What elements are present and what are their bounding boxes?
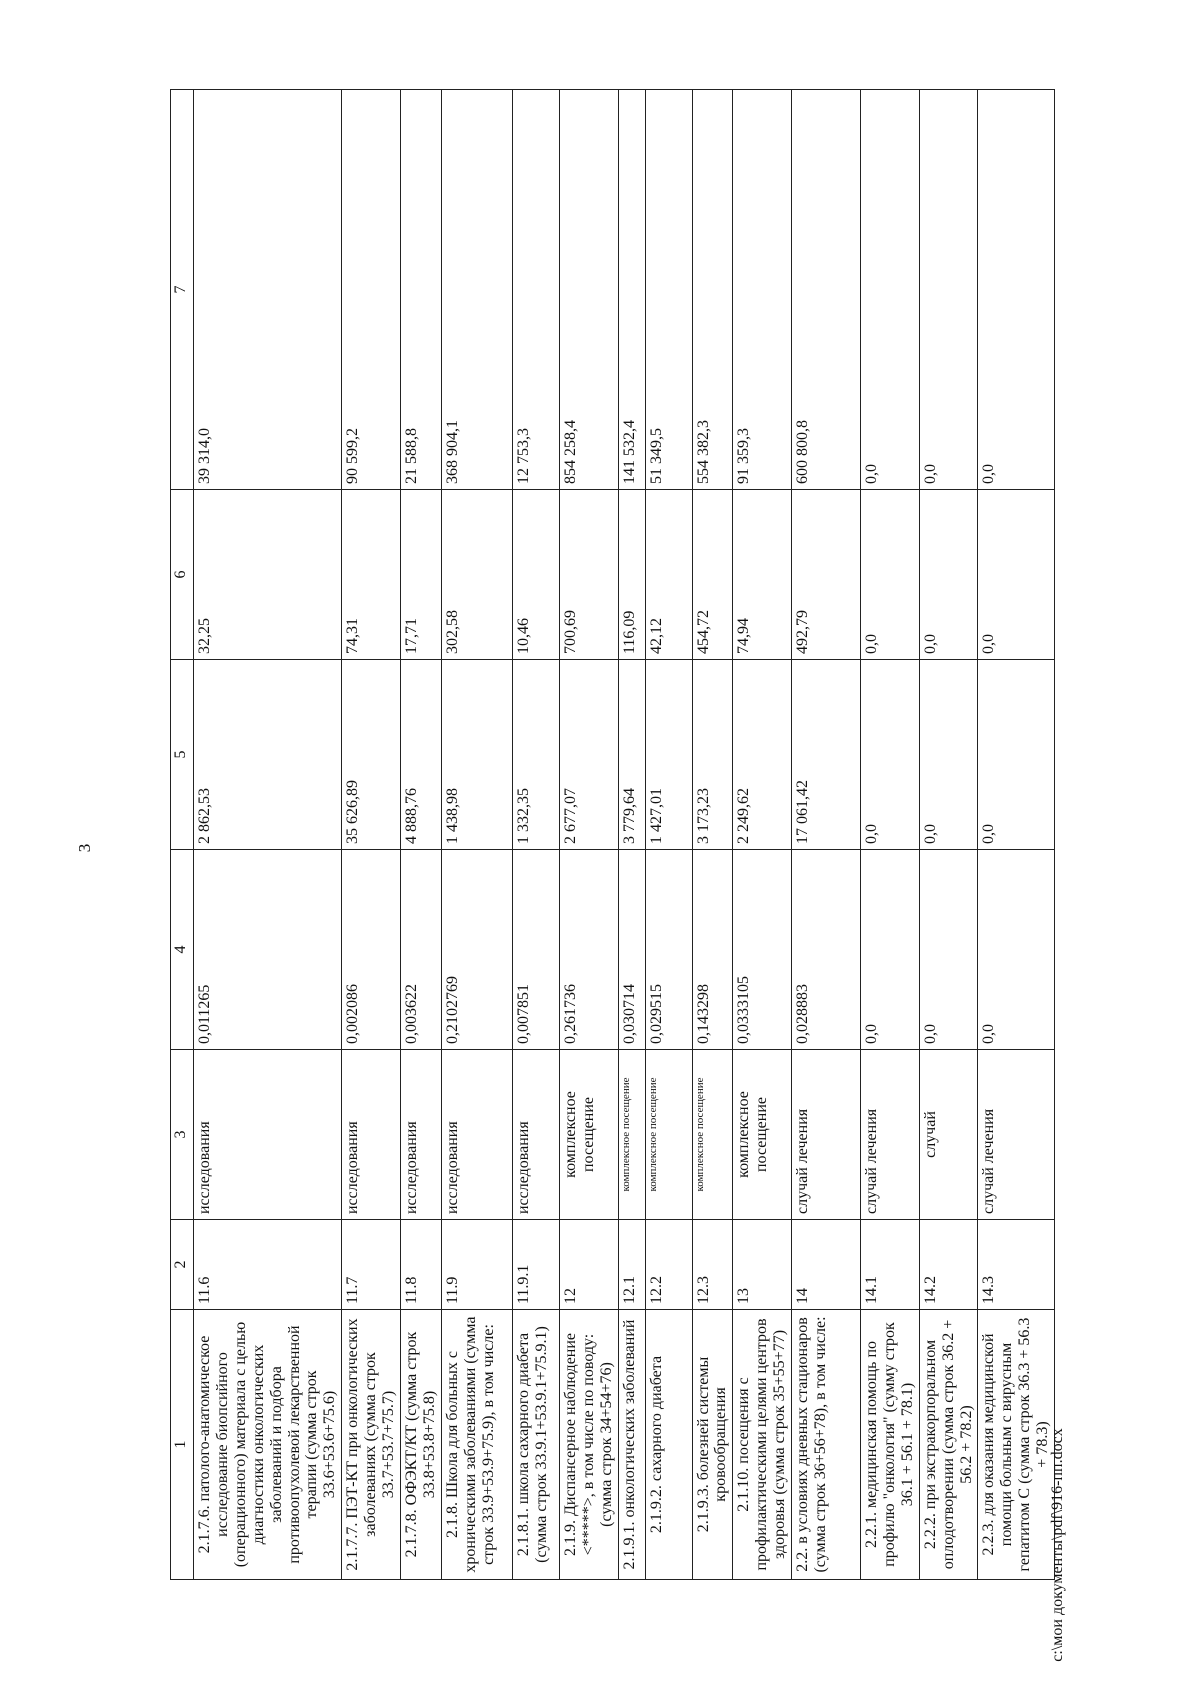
row-value-4: 0,003622 [400, 850, 441, 1050]
row-value-6: 302,58 [441, 490, 512, 660]
col-header-4: 4 [171, 850, 194, 1050]
row-value-4: 0,0 [919, 850, 978, 1050]
row-code: 11.8 [400, 1220, 441, 1310]
col-header-1: 1 [171, 1310, 194, 1580]
table-row [733, 90, 792, 1580]
row-value-5: 0,0 [978, 660, 1055, 850]
table-row [861, 90, 920, 1580]
row-value-7: 51 349,5 [645, 90, 692, 490]
row-value-6: 116,09 [618, 490, 645, 660]
row-unit: исследования [342, 1050, 401, 1220]
row-value-6: 10,46 [512, 490, 559, 660]
row-name: 2.1.9.2. сахарного диабета [645, 1310, 692, 1580]
row-value-6: 74,94 [733, 490, 792, 660]
table-row [792, 90, 861, 1580]
table-row [645, 90, 692, 1580]
row-unit: исследования [400, 1050, 441, 1220]
row-value-5: 2 677,07 [559, 660, 618, 850]
row-code: 12.1 [618, 1220, 645, 1310]
row-value-6: 492,79 [792, 490, 861, 660]
row-value-5: 2 862,53 [194, 660, 342, 850]
row-code: 12.2 [645, 1220, 692, 1310]
row-unit: исследования [512, 1050, 559, 1220]
row-unit: комплексное посещение [645, 1050, 692, 1220]
header-row [171, 90, 194, 1580]
row-code: 11.9 [441, 1220, 512, 1310]
col-header-7: 7 [171, 90, 194, 490]
table-row [441, 90, 512, 1580]
row-name: 2.1.9. Диспансерное наблюдение <*****>, в том числе по поводу: (сумма строк 34+54+76) [559, 1310, 618, 1580]
row-unit: комплексное посещение [618, 1050, 645, 1220]
row-code: 14 [792, 1220, 861, 1310]
row-value-5: 3 779,64 [618, 660, 645, 850]
table-row [559, 90, 618, 1580]
row-value-7: 91 359,3 [733, 90, 792, 490]
row-value-7: 90 599,2 [342, 90, 401, 490]
col-header-2: 2 [171, 1220, 194, 1310]
row-value-6: 32,25 [194, 490, 342, 660]
row-code: 14.3 [978, 1220, 1055, 1310]
row-value-6: 42,12 [645, 490, 692, 660]
row-unit: исследования [194, 1050, 342, 1220]
row-value-4: 0,0 [861, 850, 920, 1050]
row-unit: случай лечения [861, 1050, 920, 1220]
row-value-5: 0,0 [861, 660, 920, 850]
row-value-7: 600 800,8 [792, 90, 861, 490]
row-value-7: 0,0 [978, 90, 1055, 490]
row-name: 2.1.9.3. болезней системы кровообращения [692, 1310, 733, 1580]
row-code: 11.7 [342, 1220, 401, 1310]
table-row [978, 90, 1055, 1580]
row-code: 14.1 [861, 1220, 920, 1310]
row-value-7: 39 314,0 [194, 90, 342, 490]
row-unit: комплексное посещение [559, 1050, 618, 1220]
row-code: 14.2 [919, 1220, 978, 1310]
row-value-6: 0,0 [919, 490, 978, 660]
row-name: 2.1.8.1. школа сахарного диабета (сумма строк 33.9.1+53.9.1+75.9.1) [512, 1310, 559, 1580]
row-value-4: 0,0 [978, 850, 1055, 1050]
table-row [512, 90, 559, 1580]
row-value-4: 0,0333105 [733, 850, 792, 1050]
row-value-5: 1 438,98 [441, 660, 512, 850]
row-value-4: 0,143298 [692, 850, 733, 1050]
row-value-6: 454,72 [692, 490, 733, 660]
row-value-5: 3 173,23 [692, 660, 733, 850]
row-name: 2.1.7.7. ПЭТ-КТ при онкологических заболеваниях (сумма строк 33.7+53.7+75.7) [342, 1310, 401, 1580]
table-row [618, 90, 645, 1580]
row-name: 2.1.9.1. онкологических заболеваний [618, 1310, 645, 1580]
row-value-4: 0,030714 [618, 850, 645, 1050]
row-unit: исследования [441, 1050, 512, 1220]
table-row [919, 90, 978, 1580]
row-value-7: 21 588,8 [400, 90, 441, 490]
row-value-6: 74,31 [342, 490, 401, 660]
row-value-6: 0,0 [978, 490, 1055, 660]
row-name: 2.1.10. посещения с профилактическими целями центров здоровья (сумма строк 35+55+77) [733, 1310, 792, 1580]
row-name: 2.1.8. Школа для больных с хроническими заболеваниями (сумма строк 33.9+53.9+75.9), в том числе: [441, 1310, 512, 1580]
row-value-6: 700,69 [559, 490, 618, 660]
row-name: 2.2.1. медицинская помощь по профилю "онкология" (сумму строк 36.1 + 56.1 + 78.1) [861, 1310, 920, 1580]
row-unit: случай лечения [978, 1050, 1055, 1220]
page-number: 3 [75, 843, 94, 853]
row-value-7: 0,0 [861, 90, 920, 490]
row-value-4: 0,011265 [194, 850, 342, 1050]
row-value-5: 1 427,01 [645, 660, 692, 850]
row-value-5: 0,0 [919, 660, 978, 850]
row-unit: случай лечения [792, 1050, 861, 1220]
row-name: 2.2.2. при экстракорпоральном оплодотворении (сумма строк 36.2 + 56.2 + 78.2) [919, 1310, 978, 1580]
row-value-5: 35 626,89 [342, 660, 401, 850]
row-value-4: 0,028883 [792, 850, 861, 1050]
table-row [692, 90, 733, 1580]
row-code: 12 [559, 1220, 618, 1310]
rotated-table-container [170, 90, 1050, 1580]
data-table [170, 89, 1055, 1580]
table-row [342, 90, 401, 1580]
row-value-7: 0,0 [919, 90, 978, 490]
table-row [400, 90, 441, 1580]
row-value-7: 141 532,4 [618, 90, 645, 490]
row-value-5: 17 061,42 [792, 660, 861, 850]
row-code: 12.3 [692, 1220, 733, 1310]
row-unit: комплексное посещение [692, 1050, 733, 1220]
row-code: 11.9.1 [512, 1220, 559, 1310]
col-header-6: 6 [171, 490, 194, 660]
table-row [194, 90, 342, 1580]
row-value-5: 1 332,35 [512, 660, 559, 850]
row-value-5: 4 888,76 [400, 660, 441, 850]
row-unit: случай [919, 1050, 978, 1220]
row-name: 2.1.7.8. ОФЭКТ/КТ (сумма строк 33.8+53.8+75.8) [400, 1310, 441, 1580]
row-value-7: 554 382,3 [692, 90, 733, 490]
row-value-7: 854 258,4 [559, 90, 618, 490]
row-name: 2.2.3. для оказания медицинской помощи больным с вирусным гепатитом С (сумма строк 36.3 + 56.3 + 78.3) [978, 1310, 1055, 1580]
row-value-5: 2 249,62 [733, 660, 792, 850]
row-value-6: 0,0 [861, 490, 920, 660]
row-value-7: 368 904,1 [441, 90, 512, 490]
row-value-4: 0,029515 [645, 850, 692, 1050]
row-name: 2.1.7.6. патолого-анатомическое исследование биопсийного (операционного) материала с целью диагностики онкологических заболеваний и подбора противоопухолевой лекарственной терапии (сумма строк 33.6+53.6+75.6) [194, 1310, 342, 1580]
col-header-5: 5 [171, 660, 194, 850]
row-value-4: 0,007851 [512, 850, 559, 1050]
row-value-7: 12 753,3 [512, 90, 559, 490]
row-code: 13 [733, 1220, 792, 1310]
footer-file-path: c:\мои документы\pdf\916-пп.docx [1049, 1428, 1066, 1662]
row-unit: комплексное посещение [733, 1050, 792, 1220]
row-value-6: 17,71 [400, 490, 441, 660]
row-value-4: 0,2102769 [441, 850, 512, 1050]
col-header-3: 3 [171, 1050, 194, 1220]
row-value-4: 0,261736 [559, 850, 618, 1050]
row-value-4: 0,002086 [342, 850, 401, 1050]
row-name: 2.2. в условиях дневных стационаров (сумма строк 36+56+78), в том числе: [792, 1310, 861, 1580]
row-code: 11.6 [194, 1220, 342, 1310]
